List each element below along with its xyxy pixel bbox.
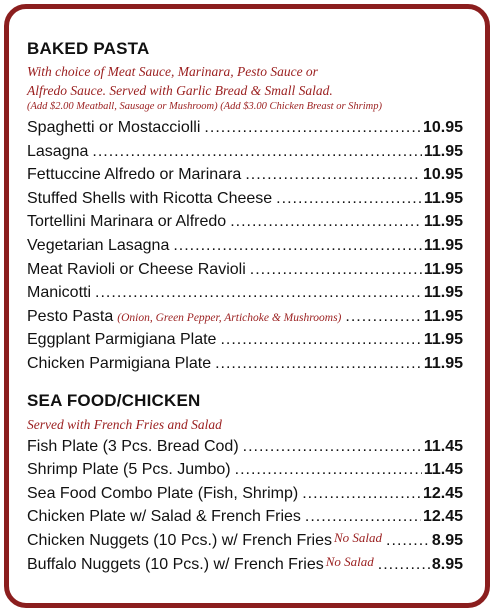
- item-name: Vegetarian Lasagna: [27, 236, 170, 254]
- item-name: Stuffed Shells with Ricotta Cheese: [27, 189, 273, 207]
- dot-leader: [95, 281, 422, 305]
- dot-leader: [230, 210, 422, 234]
- baked-pasta-note-3: (Add $2.00 Meatball, Sausage or Mushroom) (Add $3.00 Chicken Breast or Shrimp): [27, 101, 383, 112]
- menu-item: [27, 482, 463, 506]
- item-name: Spaghetti or Mostacciolli: [27, 119, 201, 136]
- section-gap: [27, 376, 463, 390]
- menu-item: [27, 210, 463, 234]
- menu-item: [27, 281, 463, 305]
- menu-item: [27, 352, 463, 376]
- item-price: 11.95: [423, 260, 463, 278]
- dot-leader: [250, 258, 422, 282]
- menu-item: [27, 305, 463, 329]
- item-price: 11.95: [423, 213, 463, 231]
- menu-item: [27, 140, 463, 164]
- item-name: Lasagna: [27, 142, 89, 160]
- item-price: 11.45: [423, 437, 463, 455]
- menu-content: [27, 38, 463, 576]
- item-name: Chicken Nuggets (10 Pcs.) w/ French Fries: [27, 531, 332, 549]
- menu-item: [27, 328, 463, 352]
- item-price: 8.95: [431, 531, 463, 549]
- item-subnote: (Onion, Green Pepper, Artichoke & Mushrooms): [117, 311, 342, 324]
- dot-leader: [345, 305, 421, 329]
- dot-leader: [173, 234, 422, 258]
- item-name: Shrimp Plate (5 Pcs. Jumbo): [27, 461, 231, 479]
- item-price: 11.95: [423, 331, 463, 349]
- baked-pasta-note-1: With choice of Meat Sauce, Marinara, Pesto Sauce or: [27, 64, 318, 79]
- item-name: Meat Ravioli or Cheese Ravioli: [27, 260, 246, 278]
- dot-leader: [302, 482, 421, 506]
- menu-item: [27, 116, 463, 140]
- item-price: 11.95: [423, 284, 463, 302]
- dot-leader: [276, 187, 422, 211]
- dot-leader: [92, 140, 421, 164]
- menu-item: [27, 258, 463, 282]
- item-price: 10.95: [422, 119, 463, 136]
- menu-item: [27, 458, 463, 482]
- baked-pasta-title: BAKED PASTA: [27, 39, 150, 58]
- dot-leader: [378, 553, 430, 577]
- seafood-list: [27, 435, 463, 577]
- item-price: 11.95: [423, 307, 463, 325]
- item-name: Pesto Pasta: [27, 307, 114, 325]
- no-salad-tag: No Salad: [325, 553, 374, 569]
- menu-item: [27, 505, 463, 529]
- item-name: Chicken Plate w/ Salad & French Fries: [27, 508, 301, 526]
- seafood-chicken-title: SEA FOOD/CHICKEN: [27, 390, 201, 410]
- item-price: 12.45: [422, 508, 463, 526]
- item-price: 11.45: [423, 461, 463, 479]
- item-name: Buffalo Nuggets (10 Pcs.) w/ French Fries: [27, 555, 324, 573]
- no-salad-tag: No Salad: [334, 529, 383, 545]
- item-name: Sea Food Combo Plate (Fish, Shrimp): [27, 484, 299, 502]
- item-price: 12.45: [422, 484, 463, 502]
- dot-leader: [245, 163, 421, 187]
- menu-item: [27, 529, 463, 553]
- baked-pasta-list: [27, 116, 463, 376]
- menu-item: [27, 435, 463, 459]
- dot-leader: [220, 328, 421, 352]
- item-price: 10.95: [422, 166, 463, 184]
- item-name: Fish Plate (3 Pcs. Bread Cod): [27, 437, 239, 455]
- dot-leader: [204, 116, 421, 140]
- menu-item: [27, 553, 463, 577]
- seafood-note: Served with French Fries and Salad: [27, 416, 222, 432]
- item-name: Fettuccine Alfredo or Marinara: [27, 166, 242, 184]
- menu-item: [27, 187, 463, 211]
- item-name: Manicotti: [27, 284, 92, 302]
- item-price: 11.95: [423, 142, 463, 160]
- item-name: Tortellini Marinara or Alfredo: [27, 213, 227, 231]
- dot-leader: [386, 529, 430, 553]
- baked-pasta-note-2: Alfredo Sauce. Served with Garlic Bread & Small Salad.: [27, 83, 333, 98]
- dot-leader: [215, 352, 422, 376]
- item-price: 11.95: [423, 354, 463, 372]
- item-name: Chicken Parmigiana Plate: [27, 354, 212, 372]
- item-name: Eggplant Parmigiana Plate: [27, 331, 217, 349]
- item-price: 8.95: [431, 555, 463, 573]
- dot-leader: [243, 435, 422, 459]
- dot-leader: [235, 458, 422, 482]
- menu-item: [27, 163, 463, 187]
- item-price: 11.95: [423, 189, 463, 207]
- item-price: 11.95: [423, 236, 463, 254]
- menu-item: [27, 234, 463, 258]
